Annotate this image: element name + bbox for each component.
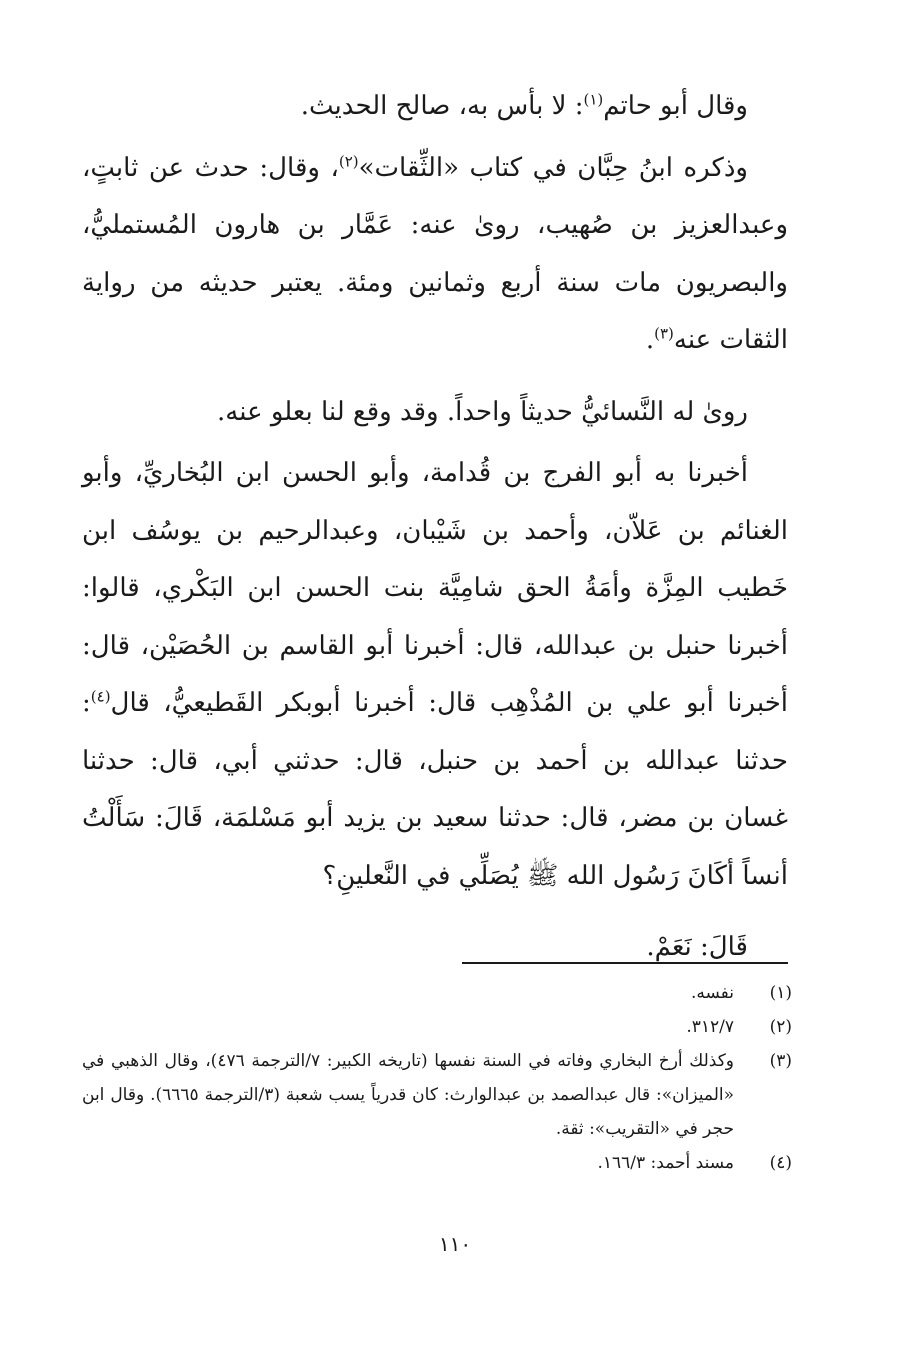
- footnote-4: [82, 1146, 792, 1180]
- paragraph-4-text-b: : حدثنا عبدالله بن أحمد بن حنبل، قال: حدثني أبي، قال: حدثنا غسان بن مضر، قال: حدثنا سعيد بن يزيد أبو مَسْلمَة، قَالَ: سَأَلْتُ أنساً أكَانَ رَسُول الله ﷺ يُصَلِّي في النَّعلينِ؟: [82, 688, 788, 891]
- footnotes: [82, 976, 792, 1180]
- paragraph-2-text-b: ، وقال: حدث عن ثابتٍ، وعبدالعزيز بن صُهيب، روىٰ عنه: عَمَّار بن هارون المُستمليُّ، والبصريون مات سنة أربع وثمانين ومئة. يعتبر حديثه من رواية الثقات عنه: [82, 152, 788, 355]
- footnote-2: [82, 1010, 792, 1044]
- footnote-ref-4: (٤): [90, 687, 111, 706]
- paragraph-5: قَالَ: نَعَمْ.: [646, 932, 748, 962]
- paragraph-1: [82, 78, 788, 136]
- paragraph-4: [82, 445, 788, 905]
- paragraph-2-text-a: وذكره ابنُ حِبَّان في كتاب «الثِّقات»: [358, 152, 748, 183]
- paragraph-4-text-a: أخبرنا به أبو الفرج بن قُدامة، وأبو الحسن ابن البُخاريِّ، وأبو الغنائم بن عَلاّن، وأحمد بن شَيْبان، وعبدالرحيم بن يوسُف ابن خَطيب المِزَّة وأمَةُ الحق شامِيَّة بنت الحسن ابن البَكْري، قالوا: أخبرنا حنبل بن عبدالله، قال: أخبرنا أبو القاسم بن الحُصَيْن، قال: أخبرنا أبو علي بن المُذْهِب قال: أخبرنا أبوبكر القَطيعيُّ، قال: [82, 458, 788, 718]
- footnote-number: (٢): [769, 1017, 792, 1037]
- footnote-number: (١): [769, 983, 792, 1003]
- footnote-ref-2: (٢): [338, 151, 359, 170]
- footnote-ref-3: (٣): [654, 324, 674, 343]
- footnote-text: نفسه.: [690, 983, 734, 1003]
- footnote-text: وكذلك أرخ البخاري وفاته في السنة نفسها (تاريخه الكبير: ٧/الترجمة ٤٧٦)، وقال الذهبي في «الميزان»: قال عبدالصمد بن عبدالوارث: كان قدرياً يسب شعبة (٣/الترجمة ٦٦٦٥). وقال ابن حجر في «التقريب»: ثقة.: [82, 1051, 735, 1139]
- paragraph-1-text-b: : لا بأس به، صالح الحديث.: [300, 91, 584, 121]
- footnote-ref-1: (١): [583, 90, 604, 109]
- paragraph-2: [82, 140, 788, 370]
- page-number: ١١٠: [438, 1232, 472, 1256]
- footnote-3: [82, 1044, 792, 1146]
- footnote-separator: [462, 962, 788, 964]
- footnote-text: ٣١٢/٧.: [686, 1017, 734, 1037]
- footnote-number: (٤): [769, 1153, 792, 1173]
- footnote-1: [82, 976, 792, 1010]
- main-text: [82, 78, 788, 977]
- paragraph-3: روىٰ له النَّسائيُّ حديثاً واحداً. وقد وقع لنا بعلو عنه.: [217, 396, 748, 427]
- footnote-text: مسند أحمد: ١٦٦/٣.: [597, 1153, 734, 1173]
- footnote-number: (٣): [769, 1051, 792, 1071]
- paragraph-2-text-c: .: [645, 325, 655, 355]
- paragraph-1-text-a: وقال أبو حاتم: [603, 91, 748, 121]
